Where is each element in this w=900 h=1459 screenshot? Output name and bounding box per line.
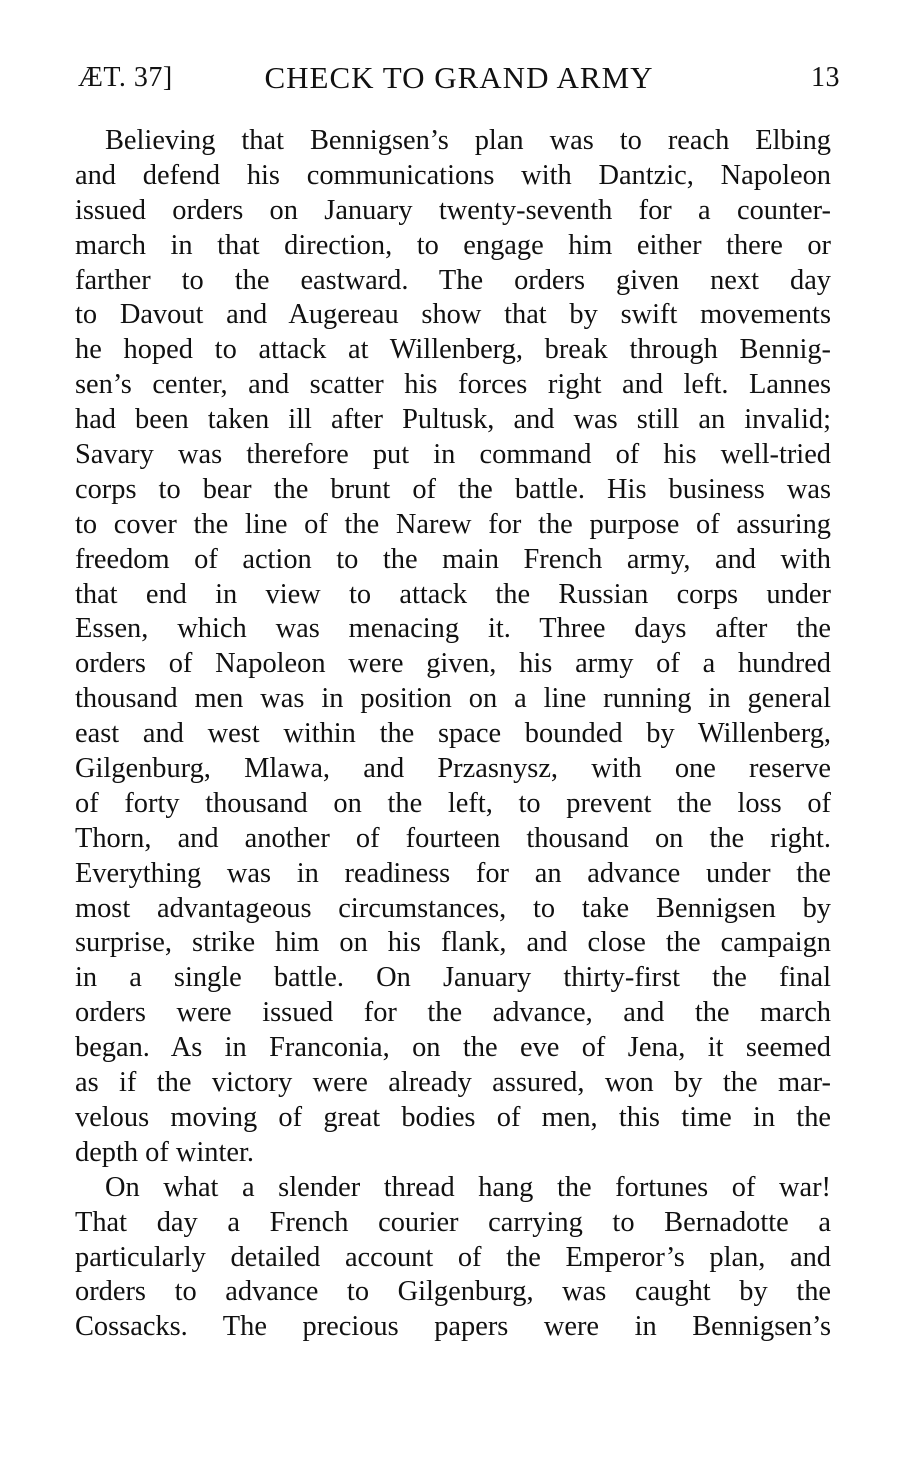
text-line: march in that direction, to engage him either there or (75, 229, 831, 261)
text-line: That day a French courier carrying to Bernadotte a (75, 1206, 831, 1238)
paragraph (75, 124, 831, 1171)
text-line: particularly detailed account of the Emperor’s plan, and (75, 1241, 831, 1273)
text-line: as if the victory were already assured, won by the mar- (75, 1067, 831, 1099)
text-line: orders were issued for the advance, and the march (75, 997, 831, 1029)
text-line: east and west within the space bounded by Willenberg, (75, 718, 831, 750)
text-line: he hoped to attack at Willenberg, break through Bennig- (75, 334, 831, 366)
text-line: orders of Napoleon were given, his army of a hundred (75, 648, 831, 680)
text-line: freedom of action to the main French army, and with (75, 543, 831, 575)
text-line: velous moving of great bodies of men, this time in the (75, 1101, 831, 1133)
text-line: and defend his communications with Dantzic, Napoleon (75, 159, 831, 191)
text-line: issued orders on January twenty-seventh for a counter- (75, 194, 831, 226)
text-line: corps to bear the brunt of the battle. His business was (75, 473, 831, 505)
text-line: began. As in Franconia, on the eve of Jena, it seemed (75, 1032, 831, 1064)
text-line: to cover the line of the Narew for the purpose of assuring (75, 508, 831, 540)
text-line: to Davout and Augereau show that by swift movements (75, 299, 831, 331)
text-line: Gilgenburg, Mlawa, and Przasnysz, with one reserve (75, 753, 831, 785)
text-line: Savary was therefore put in command of his well-tried (75, 439, 831, 471)
text-line: that end in view to attack the Russian corps under (75, 578, 831, 610)
text-line: thousand men was in position on a line running in general (75, 683, 831, 715)
body-text (75, 124, 831, 1345)
text-line: Believing that Bennigsen’s plan was to reach Elbing (105, 125, 831, 156)
text-line: of forty thousand on the left, to prevent the loss of (75, 787, 831, 819)
text-line: in a single battle. On January thirty-first the final (75, 962, 831, 994)
running-head-title: CHECK TO GRAND ARMY (264, 60, 654, 95)
text-line: surprise, strike him on his flank, and close the campaign (75, 927, 831, 959)
paragraph (75, 1171, 831, 1345)
text-line: Cossacks. The precious papers were in Bennigsen’s (75, 1311, 831, 1343)
text-line: Everything was in readiness for an advance under the (75, 857, 831, 889)
text-line: On what a slender thread hang the fortunes of war! (105, 1171, 831, 1203)
page-number: 13 (811, 62, 840, 93)
text-line: orders to advance to Gilgenburg, was caught by the (75, 1276, 831, 1308)
text-line: sen’s center, and scatter his forces right and left. Lannes (75, 369, 831, 401)
text-line: most advantageous circumstances, to take Bennigsen by (75, 892, 831, 924)
text-line: depth of winter. (75, 1136, 254, 1168)
running-head-age: ÆT. 37] (78, 62, 173, 93)
text-line: had been taken ill after Pultusk, and was still an invalid; (75, 404, 831, 436)
text-line: Thorn, and another of fourteen thousand on the right. (75, 822, 831, 854)
text-line: farther to the eastward. The orders given next day (75, 264, 831, 296)
text-line: Essen, which was menacing it. Three days after the (75, 613, 831, 645)
running-head (78, 58, 840, 98)
